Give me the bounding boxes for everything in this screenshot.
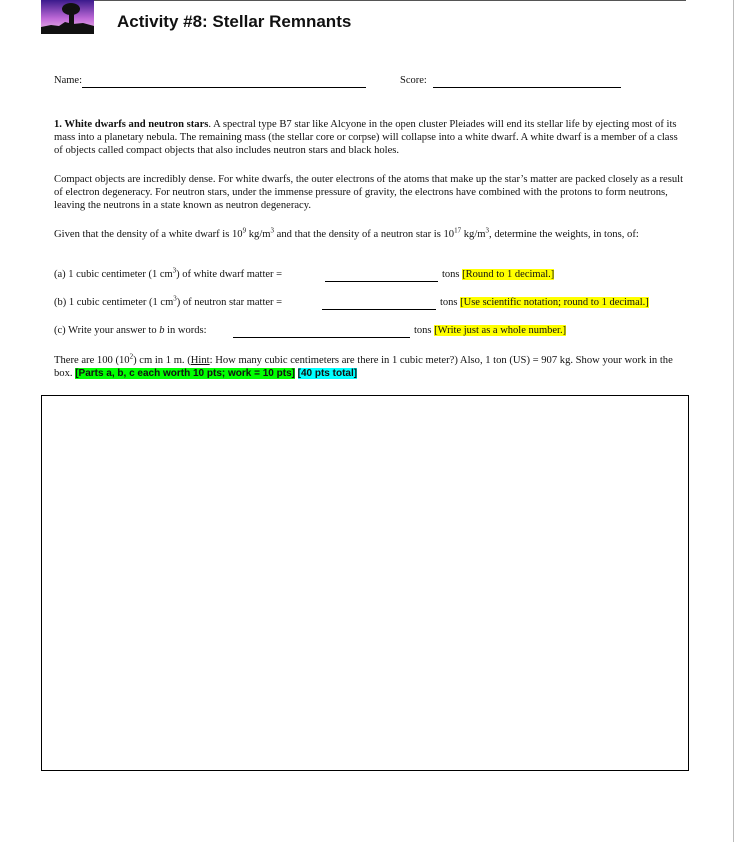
points-total: [40 pts total] bbox=[297, 368, 358, 379]
page-edge bbox=[733, 0, 734, 842]
hint-paragraph: There are 100 $(10^2)$ cm in 1 m. (Hint: How many cubic centimeters are there in 1 cubic meter?) Also, 1 ton (US) = 907 kg. Show your work in the box. [Parts a, b, c each worth 10 pts; work = 10 pts] [40 pts total] bbox=[54, 352, 673, 379]
question-b-label: (b) 1 cubic centimeter (1 $cm^3$) of neutron star matter = bbox=[54, 294, 283, 308]
points-breakdown: [Parts a, b, c each worth 10 pts; work = 10 pts] bbox=[75, 368, 295, 379]
score-field[interactable] bbox=[433, 87, 621, 88]
question-b-note: [Use scientific notation; round to 1 decimal.] bbox=[460, 297, 649, 308]
question-c-unit: tons [Write just as a whole number.] bbox=[414, 325, 567, 336]
density-paragraph: Given that the density of a white dwarf is $10^9$ $kg/m^3$ and that the density of a neutron star is $10^{17}$ $kg/m^3$, determine the weights, in tons, of: bbox=[54, 226, 639, 240]
intro-paragraph: 1. White dwarfs and neutron stars. A spectral type B7 star like Alcyone in the open cluster Pleiades will end its stellar life by ejecting most of its mass into a planetary nebula. The remaining mass (the stellar core or corpse) will collapse into a white dwarf. A white dwarf is a member of a class of objects called compact objects that also includes neutron stars and black holes. bbox=[54, 119, 678, 156]
answer-b-field[interactable] bbox=[322, 309, 436, 310]
name-label: Name: bbox=[54, 75, 82, 86]
header-rule bbox=[94, 0, 686, 1]
hint-word: Hint bbox=[190, 355, 210, 366]
question-c-label: (c) Write your answer to b in words: bbox=[54, 325, 207, 336]
question-a-unit: tons [Round to 1 decimal.] bbox=[442, 269, 555, 280]
question-a-label: (a) 1 cubic centimeter (1 $cm^3$) of white dwarf matter = bbox=[54, 266, 283, 280]
answer-c-field[interactable] bbox=[233, 337, 410, 338]
section-heading: 1. White dwarfs and neutron stars bbox=[54, 119, 209, 130]
page-title: Activity #8: Stellar Remnants bbox=[117, 12, 352, 31]
name-field[interactable] bbox=[82, 87, 366, 88]
question-c-note: [Write just as a whole number.] bbox=[434, 325, 567, 336]
work-box[interactable] bbox=[41, 395, 689, 771]
telescope-logo bbox=[41, 0, 94, 34]
question-b-unit: tons [Use scientific notation; round to 1 decimal.] bbox=[440, 297, 649, 308]
question-a-note: [Round to 1 decimal.] bbox=[462, 269, 555, 280]
compact-objects-paragraph: Compact objects are incredibly dense. For white dwarfs, the outer electrons of the atoms that make up the star’s matter are packed closely as a result of electron degeneracy. For neutron stars, under the immense pressure of gravity, the electrons have combined with the protons to form neutrons, leaving the neutrons in a state known as neutron degeneracy. bbox=[54, 174, 684, 211]
score-label: Score: bbox=[400, 75, 427, 86]
answer-a-field[interactable] bbox=[325, 281, 438, 282]
